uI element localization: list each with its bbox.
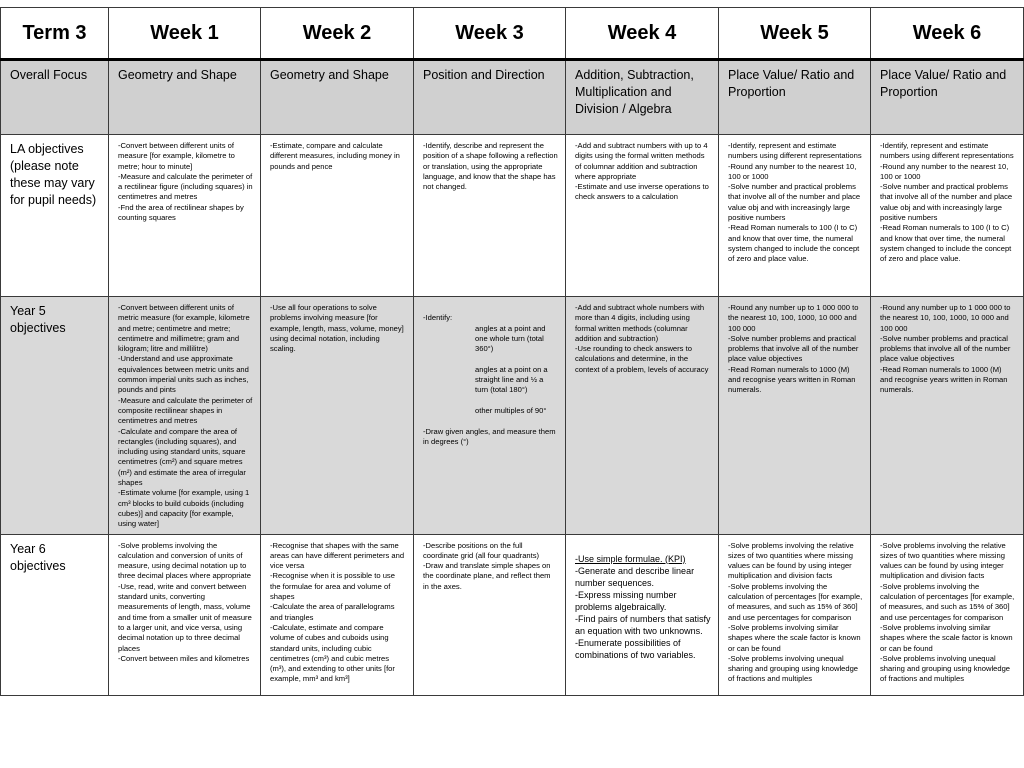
y6-week-5: -Solve problems involving the relative sizes of two quantities where missing values can be found by using integer multiplication and division facts -Solve problems involving the calculation of percentages [for example, of measures, and such as 15% of 360] and use percentages for comparison -Solve problems involving similar shapes where the scale factor is known or can be found -Solve problems involving unequal sharing and grouping using knowledge of fractions and multiples — [719, 534, 871, 695]
week-6-heading: Week 6 — [871, 8, 1024, 60]
overall-focus-label: Overall Focus — [1, 60, 109, 135]
y5-week-4: -Add and subtract whole numbers with more than 4 digits, including using formal written methods (columnar addition and subtraction) -Use rounding to check answers to calculations and determine, in the context of a problem, levels of accuracy — [566, 297, 719, 535]
year-6-objectives-label: Year 6 objectives — [1, 534, 109, 695]
focus-week-6: Place Value/ Ratio and Proportion — [871, 60, 1024, 135]
y5-week-2: -Use all four operations to solve problems involving measure [for example, length, mass, volume, money] using decimal notation, including scaling. — [261, 297, 414, 535]
week-1-heading: Week 1 — [109, 8, 261, 60]
la-week-4: -Add and subtract numbers with up to 4 digits using the formal written methods of columnar addition and subtraction where appropriate -Estimate and use inverse operations to check answers to a calculation — [566, 135, 719, 297]
week-4-heading: Week 4 — [566, 8, 719, 60]
y6-week-6: -Solve problems involving the relative sizes of two quantities where missing values can be found by using integer multiplication and division facts -Solve problems involving the calculation of percentages [for example, of measures, and such as 15% of 360] and use percentages for comparison -Solve problems involving similar shapes where the scale factor is known or can be found -Solve problems involving unequal sharing and grouping using knowledge of fractions and multiples — [871, 534, 1024, 695]
y5-week-1: -Convert between different units of metric measure (for example, kilometre and metre; centimetre and metre; centimetre and millimetre; gram and kilogram; litre and millilitre) -Understand and use approximate equivalences between metric units and common imperial units such as inches, pounds and pints -Measure and calculate the perimeter of composite rectilinear shapes in centimetres and metres -Calculate and compare the area of rectangles (including squares), and including using standard units, square centimetres (cm²) and square metres (m²) and estimate the area of irregular shapes -Estimate volume [for example, using 1 cm³ blocks to build cuboids (including cubes)] and capacity [for example, using water] — [109, 297, 261, 535]
focus-week-5: Place Value/ Ratio and Proportion — [719, 60, 871, 135]
y5-week-6: -Round any number up to 1 000 000 to the nearest 10, 100, 1000, 10 000 and 100 000 -Solve number problems and practical problems that involve all of the number place value objectives -Read Roman numerals to 1000 (M) and recognise years written in Roman numerals. — [871, 297, 1024, 535]
y5-week-3 — [414, 297, 566, 535]
y5-week-5: -Round any number up to 1 000 000 to the nearest 10, 100, 1000, 10 000 and 100 000 -Solve number problems and practical problems that involve all of the number place value objectives -Read Roman numerals to 1000 (M) and recognise years written in Roman numerals. — [719, 297, 871, 535]
la-objectives-label: LA objectives (please note these may vary for pupil needs) — [1, 135, 109, 297]
la-week-1: -Convert between different units of measure [for example, kilometre to metre; hour to minute] -Measure and calculate the perimeter of a rectilinear figure (including squares) in centimetres and metres -Fnd the area of rectilinear shapes by counting squares — [109, 135, 261, 297]
week-5-heading: Week 5 — [719, 8, 871, 60]
year-6-objectives-row — [1, 534, 1024, 695]
y6-week-1: -Solve problems involving the calculation and conversion of units of measure, using decimal notation up to three decimal places where appropriate -Use, read, write and convert between standard units, converting measurements of length, mass, volume and time from a smaller unit of measure to a larger unit, and vice versa, using decimal notation up to three decimal places -Convert between miles and kilometres — [109, 534, 261, 695]
y5-week-3-item: angles at a point and one whole turn (total 360°) — [475, 323, 546, 354]
la-objectives-row — [1, 135, 1024, 297]
la-week-5: -Identify, represent and estimate numbers using different representations -Round any number to the nearest 10, 100 or 1000 -Solve number and practical problems that involve all of the number and place value obj and with increasingly large positive numbers -Read Roman numerals to 100 (I to C) and know that over time, the numeral system changed to include the concept of zero and place value. — [719, 135, 871, 297]
year-5-objectives-row — [1, 297, 1024, 535]
week-3-heading: Week 3 — [414, 8, 566, 60]
y5-week-3-item: angles at a point on a straight line and ½ a turn (total 180°) — [475, 364, 548, 395]
focus-week-3: Position and Direction — [414, 60, 566, 135]
focus-week-1: Geometry and Shape — [109, 60, 261, 135]
y6-week-3: -Describe positions on the full coordinate grid (all four quadrants) -Draw and translate simple shapes on the coordinate plane, and reflect them in the axes. — [414, 534, 566, 695]
overall-focus-row — [1, 60, 1024, 135]
term-heading: Term 3 — [1, 8, 109, 60]
y5-week-3-item: other multiples of 90° — [475, 405, 547, 415]
la-week-6: -Identify, represent and estimate numbers using different representations -Round any number to the nearest 10, 100 or 1000 -Solve number and practical problems that involve all of the number and place value obj and with increasingly large positive numbers -Read Roman numerals to 100 (I to C) and know that over time, the numeral system changed to include the concept of zero and place value. — [871, 135, 1024, 297]
term-plan-table — [0, 7, 1024, 696]
focus-week-2: Geometry and Shape — [261, 60, 414, 135]
la-week-2: -Estimate, compare and calculate different measures, including money in pounds and pence — [261, 135, 414, 297]
week-2-heading: Week 2 — [261, 8, 414, 60]
y5-week-3-intro: -Identify: — [423, 313, 453, 323]
y6-week-4-rest: -Generate and describe linear number sequences. -Express missing number problems algebraically. -Find pairs of numbers that satisfy an equation with two unknowns. -Enumerate possibilities of combinations of two variables. — [575, 565, 711, 660]
year-5-objectives-label: Year 5 objectives — [1, 297, 109, 535]
y6-week-4-kpi: -Use simple formulae. (KPI) — [575, 553, 686, 564]
la-week-3: -Identify, describe and represent the position of a shape following a reflection or translation, using the appropriate language, and know that the shape has not changed. — [414, 135, 566, 297]
y6-week-4 — [566, 534, 719, 695]
focus-week-4: Addition, Subtraction, Multiplication and Division / Algebra — [566, 60, 719, 135]
header-row — [1, 8, 1024, 60]
y5-week-3-outro: -Draw given angles, and measure them in degrees (°) — [423, 426, 556, 446]
y6-week-2: -Recognise that shapes with the same areas can have different perimeters and vice versa -Recognise when it is possible to use the formulae for area and volume of shapes -Calculate the area of parallelograms and triangles -Calculate, estimate and compare volume of cubes and cuboids using standard units, including cubic centimetres (cm³) and cubic metres (m³), and extending to other units [for example, mm³ and km³] — [261, 534, 414, 695]
